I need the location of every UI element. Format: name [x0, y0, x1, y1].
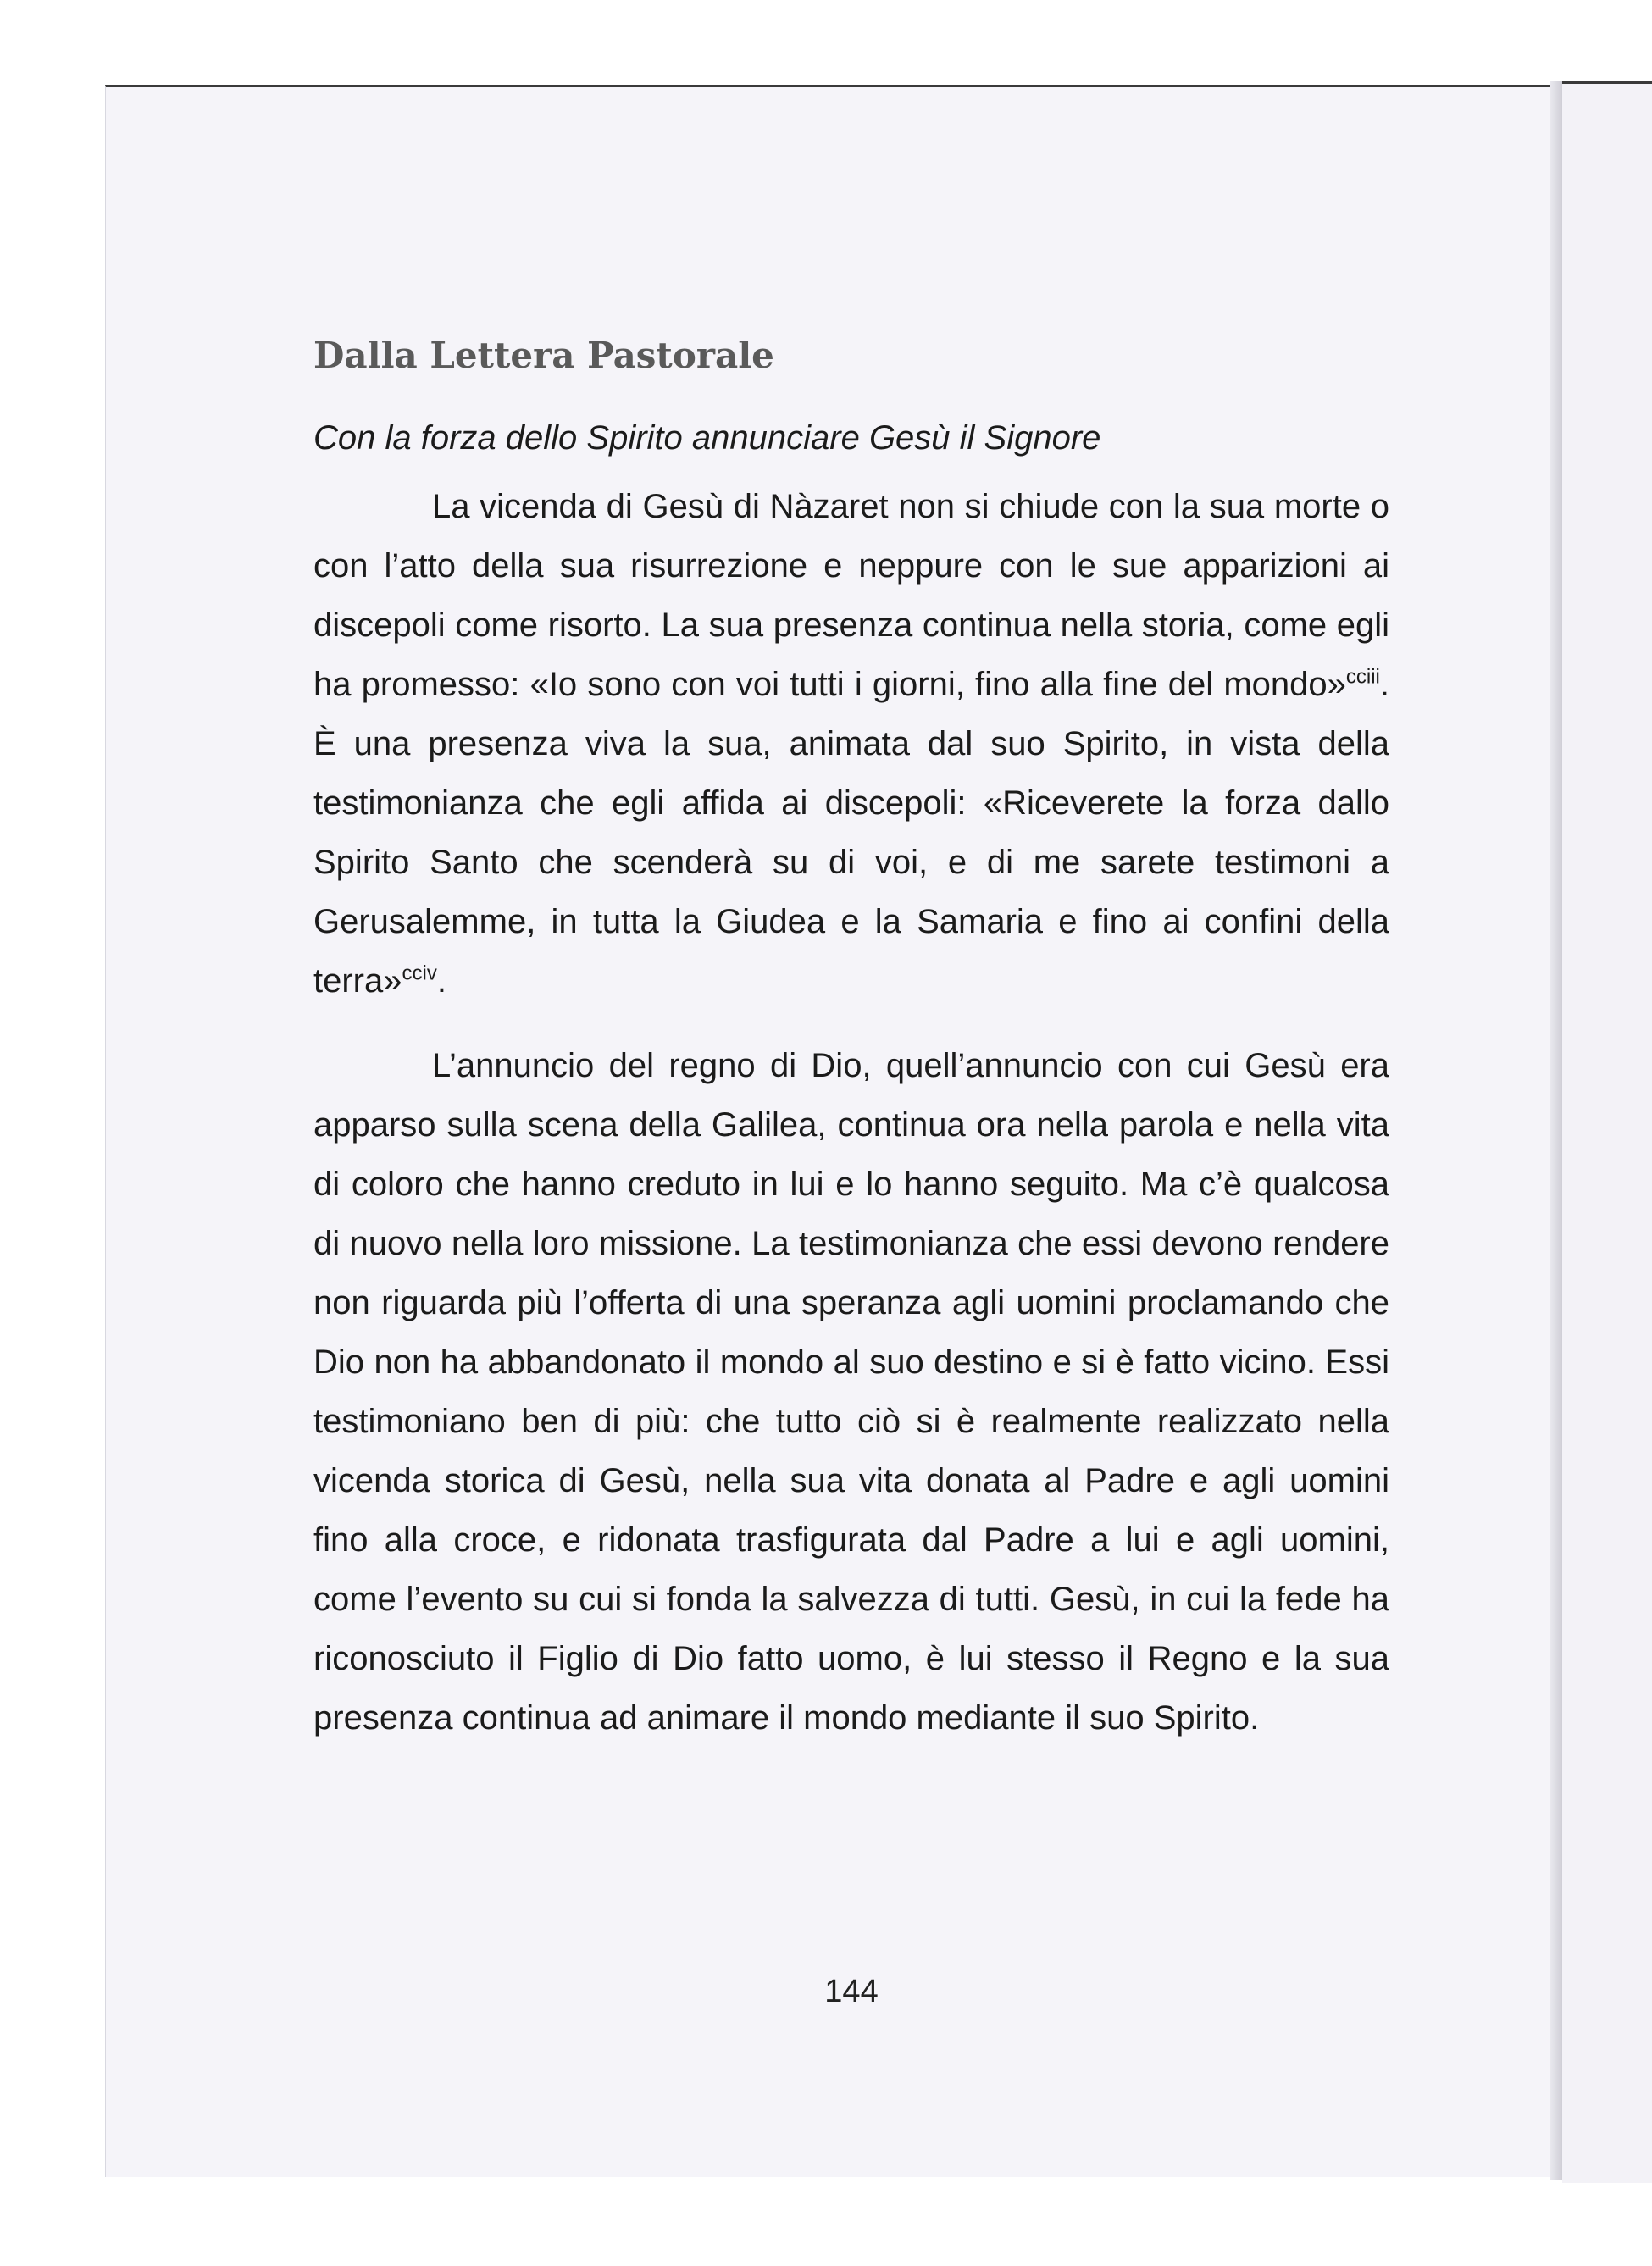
subtitle: Con la forza dello Spirito annunciare Gesù il Signore: [313, 419, 1101, 457]
paragraph-2: L’annuncio del regno di Dio, quell’annuncio con cui Gesù era apparso sulla scena della Galilea, continua ora nella parola e nella vita di coloro che hanno creduto in lui e lo hanno seguito. Ma c’è qualcosa di nuovo nella loro missione. La testimonianza che essi devono rendere non riguarda più l’offerta di una speranza agli uomini proclamando che Dio non ha abbandonato il mondo al suo destino e si è fatto vicino. Essi testimoniano ben di più: che tutto ciò si è realmente realizzato nella vicenda storica di Gesù, nella sua vita donata al Padre e agli uomini fino alla croce, e ridonata trasfigurata dal Padre a lui e agli uomini, come l’evento su cui si fonda la salvezza di tutti. Gesù, in cui la fede ha riconosciuto il Figlio di Dio fatto uomo, è lui stesso il Regno e la sua presenza continua ad animare il mondo mediante il suo Spirito.: [313, 1047, 1389, 1737]
footnote-ref-cciii: cciii: [1345, 666, 1380, 690]
page-fold-shadow: [1550, 81, 1562, 2180]
page-text-block: [313, 335, 1389, 1748]
paragraph-1-part-2: . È una presenza viva la sua, animata dal suo Spirito, in vista della testimonianza che egli affida ai discepoli: «Riceverete la forza dallo Spirito Santo che scenderà su di voi, e di me sarete testimoni a Gerusalemme, in tutta la Giudea e la Samaria e fino ai confini della terra»: [313, 666, 1389, 1000]
paragraph-1-part-3: .: [436, 962, 446, 1000]
section-title: Dalla Lettera Pastorale: [313, 335, 774, 376]
paragraph-1-part-1: La vicenda di Gesù di Nàzaret non si chiude con la sua morte o con l’atto della sua risurrezione e neppure con le sue apparizioni ai discepoli come risorto. La sua presenza continua nella storia, come egli ha promesso: «Io sono con voi tutti i giorni, fino alla fine del mondo»: [313, 488, 1389, 704]
page-number: 144: [824, 1974, 879, 2009]
footnote-ref-cciv: cciv: [402, 962, 437, 986]
paragraph-1: [313, 477, 1389, 1011]
adjacent-page-edge: [1562, 81, 1652, 2183]
